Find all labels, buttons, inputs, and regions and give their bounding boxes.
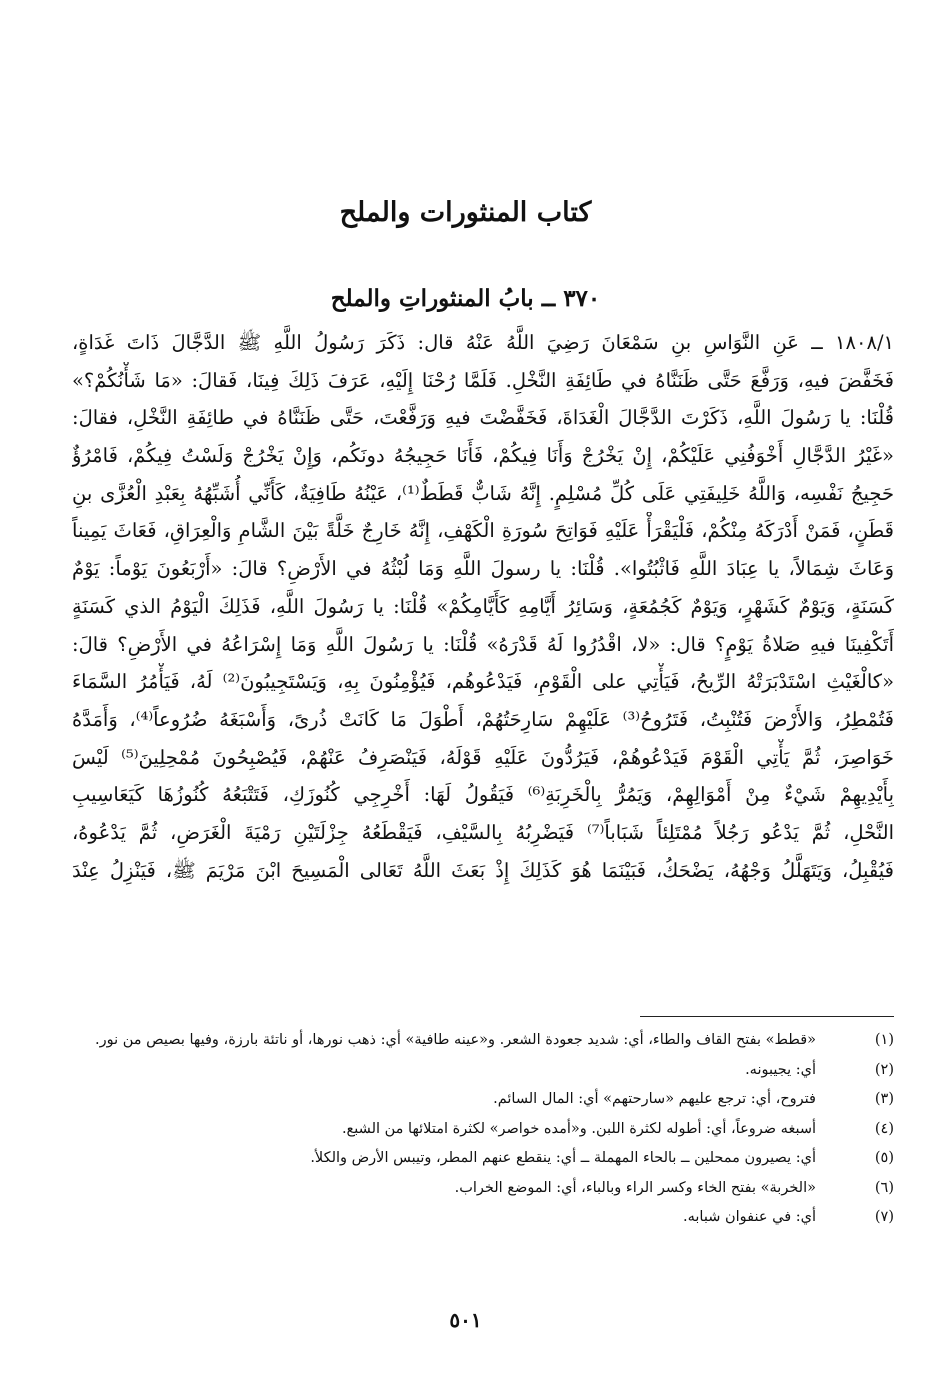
body-line: ١٨٠٨/١ ــ عَنِ النَّوَاسِ بنِ سَمْعَانَ رَضِيَ اللَّهُ عَنْهُ قال: ذَكَرَ رَسُولُ اللَّهِ ﷺ الدَّجَّالَ ذَاتَ غَدَاةٍ، <box>72 331 894 354</box>
body-line: أَتَكْفِينَا فيهِ صَلاةُ يَوْمٍ؟ قال: «لا، اقْدُرُوا لَهُ قَدْرَهُ» قُلْنَا: يا رَسُولَ اللَّهِ وَمَا إِسْرَاعُهُ في الأَرْضِ؟ قالَ: <box>72 632 894 656</box>
footnote <box>72 1115 894 1145</box>
footnote <box>72 1174 894 1204</box>
footnote-divider <box>640 1016 894 1017</box>
footnote-number: (٤) <box>874 1120 894 1137</box>
footnotes <box>72 1026 894 1233</box>
footnote-text: أي: في عنفوان شبابه. <box>683 1209 816 1225</box>
footnote <box>72 1144 894 1174</box>
body-line: قَطَنٍ، فَمَنْ أَدْرَكَهُ مِنْكُمْ، فَلْيَقْرَأْ عَلَيْهِ فَوَاتِحَ سُورَةِ الْكَهْفِ، إِنَّهُ خَارِجٌ خَلَّةً بَيْنَ الشَّامِ وَالْعِرَاقِ، فَعَاثَ يَمِيناً <box>72 519 894 543</box>
footnote-text: «قطط» بفتح القاف والطاء، أي: شديد جعودة الشعر. و«عينه طافية» أي: ذهب نورها، أو ناتئة بارزة، وفيها بصيص من نور. <box>94 1032 816 1048</box>
footnote-number: (٢) <box>874 1061 894 1078</box>
chapter-title: ٣٧٠ ــ بابُ المنثوراتِ والملح <box>330 285 601 312</box>
footnote <box>72 1056 894 1086</box>
footnote-text: أي: يصيرون ممحلين ــ بالحاء المهملة ــ أي: ينقطع عنهم المطر، وتيبس الأرض والكلأ. <box>310 1150 816 1166</box>
footnote-text: أسبغه ضروعاً، أي: أطوله لكثرة اللبن. و«أمده خواصر» لكثرة امتلائها من الشبع. <box>341 1120 816 1137</box>
footnote <box>72 1085 894 1115</box>
footnote <box>72 1203 894 1233</box>
footnote-number: (٧) <box>874 1209 894 1225</box>
body-line: «كالْغَيْثِ اسْتَدْبَرَتْهُ الرِّيحُ، فَيَأْتِي على الْقَوْمِ، فَيَدْعُوهُم، فَيُؤْمِنُونَ بِهِ، وَيَسْتَجِيبُونَ⁽²⁾ لَهُ، فَيَأْمُرُ السَّمَاءَ <box>72 670 894 694</box>
footnote-text: أي: يجيبونه. <box>745 1061 816 1078</box>
body-line: فَيُقْبِلُ، وَيَتَهَلَّلُ وَجْهُهُ، يَضْحَكُ، فَبَيْنَمَا هُوَ كَذَلِكَ إِذْ بَعَثَ اللَّهُ تَعَالى الْمَسِيحَ ابْنَ مَرْيَمَ ﷺ، فَيَنْزِلُ عِنْدَ <box>72 858 894 882</box>
hadith-body <box>72 324 894 889</box>
body-line: «غَيْرُ الدَّجَّالِ أَخْوَفُنِي عَلَيْكُمْ، إِنْ يَخْرُجْ وَأَنَا فِيكُمْ، فَأَنَا حَجِيجُهُ دونَكُم، وَإِنْ يَخْرُجْ وَلَسْتُ فِيكُمْ، فَامْرُؤٌ <box>72 444 894 468</box>
footnote-number: (١) <box>874 1032 894 1048</box>
page-number: ٥٠١ <box>449 1308 482 1332</box>
body-line: حَجِيجُ نَفْسِه، وَاللَّهُ خَلِيفَتِي عَلَى كُلِّ مُسْلِمٍ. إِنَّهُ شَابٌّ قَطَطٌ⁽¹⁾، عَيْنُهُ طَافِيَةٌ، كَأَنِّي أُشَبِّهُهُ بِعَبْدِ الْعُزَّى بنِ <box>72 481 894 505</box>
body-line: بِأَيْدِيهِمْ شَيْءٌ مِنْ أَمْوَالِهِمْ، وَيَمُرُّ بِالْخَرِبَةِ⁽⁶⁾ فَيَقُولُ لَهَا: أَخْرِجِي كُنُوزَكِ، فَتَتْبَعُهُ كُنُوزُهَا كَيَعَاسِيبِ <box>72 783 894 807</box>
body-line: فَتُمْطِرُ، وَالأَرْضَ فَتُنْبِتُ، فَتَرُوحُ⁽³⁾ عَلَيْهِمْ سَارِحَتُهُمْ، أَطْوَلَ مَا كَانَتْ ذُرىً، وَأَسْبَغَهُ ضُرُوعاً⁽⁴⁾، وَأَمَدَّهُ <box>72 707 894 731</box>
body-line: قُلْنَا: يا رَسُولَ اللَّهِ، ذَكَرْتَ الدَّجَّالَ الْغَدَاةَ، فَخَفَّضْتَ فيهِ وَرَفَّعْتَ، حَتَّى ظَنَنَّاهُ في طائِفَةِ النَّخْلِ، فقالَ: <box>72 406 894 430</box>
footnote-text: «الخربة» بفتح الخاء وكسر الراء وبالباء، أي: الموضع الخراب. <box>454 1179 816 1196</box>
footnote-number: (٥) <box>874 1150 894 1166</box>
body-line: كَسَنَةٍ، وَيَوْمٌ كَشَهْرٍ، وَيَوْمٌ كَجُمُعَةٍ، وَسَائِرُ أَيَّامِهِ كَأَيَّامِكُمْ» قُلْنَا: يا رَسُولَ اللَّهِ، فَذَلِكَ الْيَوْمُ الذي كَسَنَةٍ <box>72 594 894 618</box>
footnote-text: فتروح، أي: ترجع عليهم «سارحتهم» أي: المال السائم. <box>493 1091 816 1107</box>
footnote <box>72 1026 894 1056</box>
body-line: فَخَفَّضَ فيهِ، وَرَفَّعَ حَتَّى ظَنَنَّاهُ في طَائِفَةِ النَّخْلِ. فَلَمَّا رُحْنَا إِلَيْهِ، عَرَفَ ذَلِكَ فِينَا، فَقالَ: «مَا شَأْنُكُمْ؟» <box>72 368 894 392</box>
book-title: كتاب المنثورات والملح <box>339 197 592 228</box>
body-line: وَعَاثَ شِمَالاً، يا عِبَادَ اللَّهِ فَاثْبُتُوا». قُلْنَا: يا رسولَ اللَّهِ وَمَا لُبْثُهُ في الأَرْضِ؟ قالَ: «أَرْبَعُونَ يَوْماً: يَوْمٌ <box>72 557 894 581</box>
body-line: خَوَاصِرَ، ثُمَّ يَأْتِي الْقَوْمَ فَيَدْعُوهُمْ، فَيَرُدُّونَ عَلَيْهِ قَوْلَهُ، فَيَنْصَرِفُ عَنْهُمْ، فَيُصْبِحُونَ مُمْحِلِينَ⁽⁵⁾ لَيْسَ <box>72 745 894 769</box>
footnote-number: (٦) <box>874 1179 894 1196</box>
body-line: النَّحْلِ، ثُمَّ يَدْعُو رَجُلاً مُمْتَلِئاً شَبَاباً⁽⁷⁾ فَيَضْرِبُهُ بِالسَّيْفِ، فَيَقْطَعُهُ جِزْلَتَيْنِ رَمْيَةَ الْغَرَضِ، ثُمَّ يَدْعُوهُ، <box>72 820 894 844</box>
footnote-number: (٣) <box>874 1091 894 1107</box>
